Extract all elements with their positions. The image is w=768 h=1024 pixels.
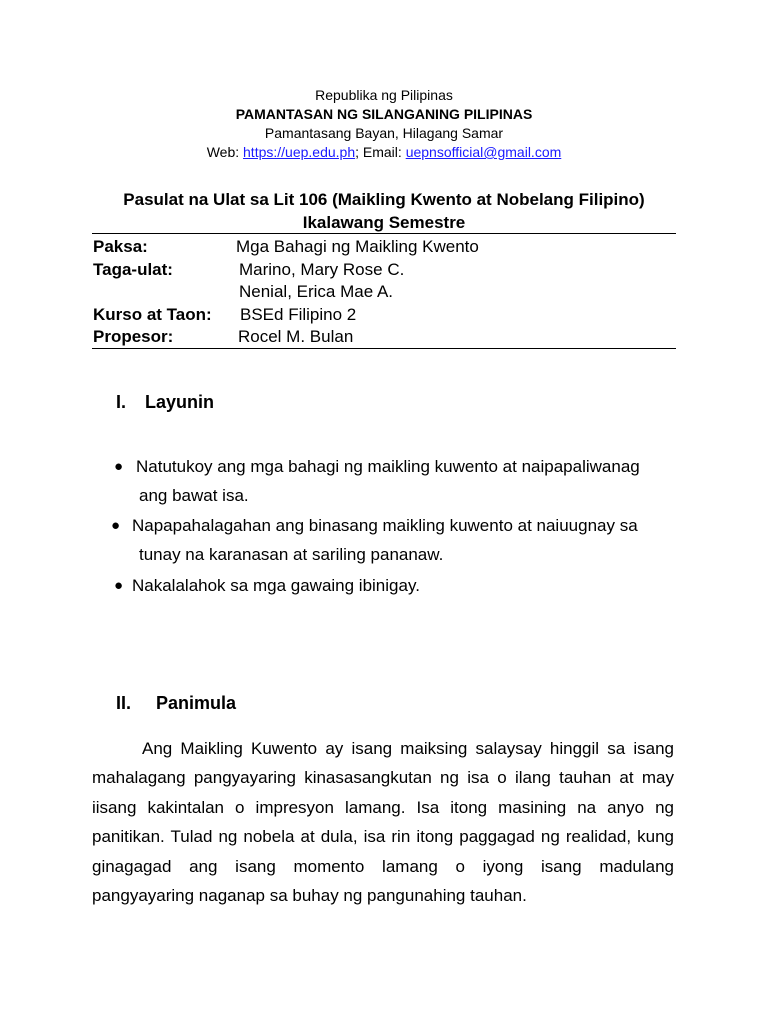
section-title: Layunin: [145, 392, 215, 412]
info-row-kurso: [93, 304, 677, 327]
university-location: Pamantasang Bayan, Hilagang Samar: [264, 125, 504, 141]
info-row-paksa: [93, 236, 677, 259]
tagaulat-value-1: Marino, Mary Rose C.: [239, 259, 405, 279]
bullet-icon: ●: [111, 517, 121, 534]
info-top-rule: [92, 233, 676, 234]
info-bottom-rule: [92, 348, 676, 349]
email-label: ; Email:: [355, 144, 406, 160]
section-number: II.: [116, 693, 132, 713]
propesor-label: Propesor:: [93, 327, 174, 346]
report-info-table: [93, 236, 677, 349]
info-row-tagaulat: [93, 259, 677, 282]
bullet-icon: ●: [114, 458, 124, 475]
report-semester: Ikalawang Semestre: [302, 213, 466, 232]
introduction-paragraph: Ang Maikling Kuwento ay isang maiksing salaysay hinggil sa isang mahalagang pangyayaring kinasasangkutan ng isa o ilang tauhan at may iisang kakintalan o impresyon lamang. Isa itong masining na anyo ng panitikan. Tulad ng nobela at dula, isa rin itong paggagad ng realidad, kung ginagagad ang isang momento lamang o iyong isang madulang pangyayaring naganap sa buhay ng pangunahing tauhan.: [92, 739, 674, 906]
kurso-value: BSEd Filipino 2: [240, 304, 357, 324]
info-row-tagaulat-2: [93, 281, 677, 304]
university-name: PAMANTASAN NG SILANGANING PILIPINAS: [235, 106, 533, 122]
tagaulat-label: Taga-ulat:: [93, 259, 173, 279]
report-title-block: [92, 188, 676, 234]
list-item-text: Napapahalagahan ang binasang maikling kuwento at naiuugnay sa: [132, 516, 638, 535]
web-label: Web:: [206, 144, 244, 160]
contact-line: [0, 143, 768, 162]
paksa-value: Mga Bahagi ng Maikling Kwento: [236, 237, 479, 256]
bullet-icon: ●: [114, 577, 124, 594]
website-link[interactable]: https://uep.edu.ph: [243, 144, 356, 160]
report-title: Pasulat na Ulat sa Lit 106 (Maikling Kwento at Nobelang Filipino): [123, 190, 645, 209]
letterhead: [0, 86, 768, 162]
list-item-text: Natutukoy ang mga bahagi ng maikling kuwento at naipapaliwanag: [136, 457, 640, 476]
kurso-label: Kurso at Taon:: [93, 304, 212, 324]
republic-line: Republika ng Pilipinas: [315, 87, 453, 103]
info-row-propesor: [93, 326, 677, 349]
propesor-value: Rocel M. Bulan: [238, 327, 354, 346]
tagaulat-value-2: Nenial, Erica Mae A.: [239, 282, 394, 301]
paksa-label: Paksa:: [93, 237, 148, 256]
list-item-text-continued: ang bawat isa.: [139, 486, 249, 505]
list-item-text: Nakalalahok sa mga gawaing ibinigay.: [132, 576, 420, 595]
section-title: Panimula: [156, 693, 237, 713]
section-number: I.: [116, 392, 127, 412]
email-link[interactable]: uepnsofficial@gmail.com: [405, 144, 562, 160]
list-item-text-continued: tunay na karanasan at sariling pananaw.: [139, 545, 444, 564]
